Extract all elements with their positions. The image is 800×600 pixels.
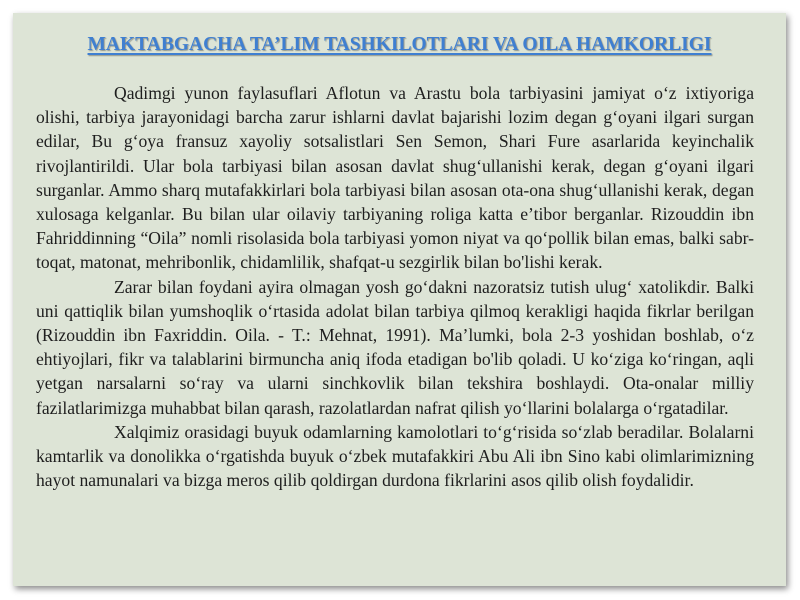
paragraph-1: Qadimgi yunon faylasuflari Aflotun va Arastu bola tarbiyasini jamiyat o‘z ixtiyoriga olishi, tarbiya jarayonidagi barcha zarur ishlarni davlat bajarishi lozim degan g‘oyani ilgari surgan edilar, Bu g‘oya fransuz xayoliy sotsalistlari Sen Semon, Shari Fure asarlarida keyinchalik rivojlantirildi. Ular bola tarbiyasi bilan asosan davlat shug‘ullanishi kerak, degan g‘oyani ilgari surganlar. Ammo sharq mutafakkirlari bola tarbiyasi bilan asosan ota-ona shug‘ullanishi kerak, degan xulosaga kelganlar. Bu bilan ular oilaviy tarbiyaning roliga katta e’tibor berganlar. Rizouddin ibn Fahriddinning “Oila” nomli risolasida bola tarbiyasi yomon niyat va qo‘pollik bilan emas, balki sabr-toqat, matonat, mehribonlik, chidamlilik, shafqat-u sezgirlik bilan bo'lishi kerak. (36, 83, 754, 273)
slide-title: MAKTABGACHA TA’LIM TASHKILOTLARI VA OILA HAMKORLIGI (87, 34, 712, 55)
paragraph-2: Zarar bilan foydani ayira olmagan yosh go‘dakni nazoratsiz tutish ulug‘ xatolikdir. Balki uni qattiqlik bilan yumshoqlik o‘rtasida adolat bilan tarbiya qilmoq kerakligi haqida fikrlar berilgan (Rizouddin ibn Faxriddin. Oila. - T.: Mehnat, 1991). Ma’lumki, bola 2-3 yoshidan boshlab, o‘z ehtiyojlari, fikr va talablarini birmuncha aniq ifoda etadigan bo'lib qoladi. U ko‘ziga ko‘ringan, aqli yetgan narsalarni so‘ray va ularni sinchkovlik bilan tekshira boshlaydi. Ota-onalar milliy fazilatlarimizga muhabbat bilan qarash, razolatlardan nafrat qilish yo‘llarini bolalarga o‘rgatadilar. (36, 276, 754, 418)
slide-body (36, 81, 754, 492)
paragraph-3: Xalqimiz orasidagi buyuk odamlarning kamolotlari to‘g‘risida so‘zlab beradilar. Bolalarni kamtarlik va donolikka o‘rgatishda buyuk o‘zbek mutafakkiri Abu Ali ibn Sino kabi olimlarimizning hayot namunalari va bizga meros qilib qoldirgan durdona fikrlarini asos qilib olish foydalidir. (36, 421, 754, 491)
slide (13, 13, 786, 586)
